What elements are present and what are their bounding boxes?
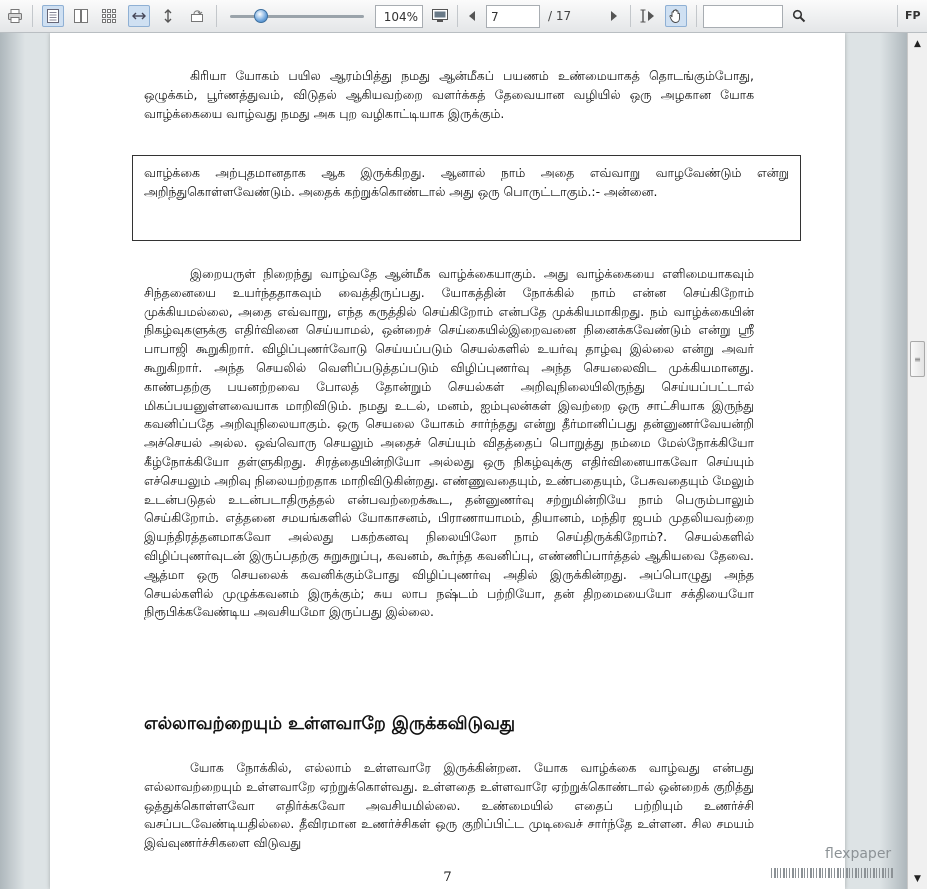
fit-width-icon[interactable] xyxy=(128,5,150,27)
paragraph-1: கிரியா யோகம் பயில ஆரம்பித்து நமது ஆன்மீகப் பயணம் உண்மையாகத் தொடங்கும்போது, ஒழுக்கம், பூர்ணத்துவம், விடுதல் ஆகியவற்றை வளர்க்கத் தேவையான வழியில் ஒரு அழகான யோக வாழ்க்கையை வாழ்வது நமது அக புற வழிகாட்டியாக இருக்கும். xyxy=(144,68,754,121)
quote-box xyxy=(132,155,801,241)
scrollbar-thumb[interactable]: ≡ xyxy=(910,341,925,377)
total-pages-label: / 17 xyxy=(548,9,572,23)
page-number: 7 xyxy=(443,870,452,885)
zoom-value: 104% xyxy=(383,9,418,24)
two-page-view-icon[interactable] xyxy=(70,5,92,27)
toolbar-divider xyxy=(32,5,33,27)
toolbar-divider xyxy=(630,5,631,27)
document-page xyxy=(50,33,845,889)
brand-barcode xyxy=(771,868,894,878)
scroll-down-arrow-icon[interactable]: ▼ xyxy=(914,873,921,884)
document-viewport[interactable] xyxy=(0,33,907,889)
hand-pan-icon[interactable] xyxy=(665,5,687,27)
fullscreen-monitor-icon[interactable] xyxy=(429,5,451,27)
paragraph-3: யோக நோக்கில், எல்லாம் உள்ளவாரே இருக்கின்றன. யோக வாழ்க்கை வாழ்வது என்பது எல்லாவற்றையும் உள்ளவாறே ஏற்றுக்கொள்வது. உள்ளதை உள்ளவாரே ஏற்றுக்கொண்டால் ஒன்றைக் குறித்து ஒத்துக்கொள்ளவோ எதிர்க்கவோ அவசியமில்லை. உண்மையில் எதைப் பற்றியும் உணர்ச்சி வசப்படவேண்டியதில்லை. தீவிரமான உணர்ச்சிகள் ஒரு குறிப்பிட்ட முடிவைச் சார்ந்தே உள்ளன. சில சமயம் இவ்வுணர்ச்சிகளை விடுவது xyxy=(144,760,754,851)
toolbar-divider xyxy=(696,5,697,27)
fit-height-icon[interactable] xyxy=(157,5,179,27)
printer-icon[interactable] xyxy=(4,5,26,27)
quote-text: வாழ்க்கை அற்புதமானதாக ஆக இருக்கிறது. ஆனால் நாம் அதை எவ்வாறு வாழவேண்டும் என்று அறிந்துகொள்ளவேண்டும். அதைக் கற்றுக்கொண்டால் அது ஒரு பொருட்டாகும்.:- அன்னை. xyxy=(144,165,789,199)
vertical-scrollbar[interactable] xyxy=(907,33,927,889)
toolbar-divider xyxy=(216,5,217,27)
thumbnail-view-icon[interactable] xyxy=(98,5,120,27)
search-icon[interactable] xyxy=(788,5,810,27)
scroll-up-arrow-icon[interactable]: ▲ xyxy=(914,38,921,49)
current-page-value: 7 xyxy=(491,9,499,24)
paragraph-2: இறையருள் நிறைந்து வாழ்வதே ஆன்மீக வாழ்க்கையாகும். அது வாழ்க்கையை எளிமையாகவும் சிந்தனையை உயர்ந்ததாகவும் வைத்திருப்பது. யோகத்தின் நோக்கில் நாம் என்ன செய்கிறோம் முக்கியமல்லை, அதை எவ்வாறு, எந்த கருத்தில் செய்கிறோம் என்பதே முக்கியமாகிறது. நம் வாழ்க்கையின் நிகழ்வுகளுக்கு எதிர்வினை செய்யாமல், ஒன்றைச் செய்கையில்இறைவனை நினைக்கவேண்டும் என்று ஸ்ரீ பாபாஜி கூறுகிறார். விழிப்புணர்வோடு செய்யப்படும் செயல்களில் உயர்வு தாழ்வு இல்லை என்று அவர் கூறுகிறார். அந்த செயலில் வெளிப்படுத்தப்படும் விழிப்புணர்வு அந்த செயலைவிட முக்கியமானது. காண்பதற்கு பயனற்றவை போலத் தோன்றும் செயல்கள் அறிவுநிலையிலிருந்து செய்யப்பட்டால் மிகப்பயனுள்ளவையாக மாறிவிடும். நமது உடல், மனம், ஐம்புலன்கள் இவற்றை ஒரு சாட்சியாக இருந்து கவனிப்பதே அறிவுநிலையாகும். ஒரு செயலை யோகம் சார்ந்தது என்று தீர்மானிப்பது தன்னுணர்வேயன்றி அச்செயல் அல்ல. ஒவ்வொரு செயலும் அதைச் செய்யும் விதத்தைப் பொறுத்து நம்மை மேல்நோக்கியோ கீழ்நோக்கியோ தள்ளுகிறது. சிரத்தையின்றியோ அல்லது ஒரு நிகழ்வுக்கு எதிர்வினையாகவோ செய்யும் எச்செயலும் அறிவு நிலையற்றதாக மாறிவிடுகின்றது. எண்ணுவதையும், உண்பதையும், பேசுவதையும் மேலும் உடன்படுதல் உடன்படாதிருத்தல் என்பவற்றைக்கூட, தன்னுணர்வு சற்றுமின்றியே நாம் பெரும்பாலும் செய்கிறோம். எத்தனை சமயங்களில் யோகாசனம், பிராணாயாமம், தியானம், மந்திர ஜபம் முதலியவற்றை இயந்திரத்தனமாகவோ அல்லது பகற்கனவு நிலையிலோ நாம் செய்திருக்கிறோம்?. செயல்களில் விழிப்புணர்வுடன் இருப்பதற்கு சுறுசுறுப்பு, கவனம், கூர்ந்த கவனிப்பு, எண்ணிப்பார்த்தல் ஆகியவை தேவை. ஆத்மா ஒரு செயலைக் கவனிக்கும்போது விழிப்புணர்வு அதில் இருக்கின்றது. அப்பொழுது அந்த செயல்களில் முழுக்கவனம் இருக்கும்; சுய லாப நஷ்டம் பற்றியோ, தன் திறமையையோ சக்தியையோ நிரூபிக்கவேண்டிய அவசியமோ இருப்பது இல்லை. xyxy=(144,266,754,620)
toolbar-divider xyxy=(457,5,458,27)
zoom-slider-track[interactable] xyxy=(230,15,364,18)
single-page-view-icon[interactable] xyxy=(42,5,64,27)
zoom-slider-handle[interactable] xyxy=(254,9,268,23)
toolbar-divider xyxy=(897,5,898,27)
flexpaper-brand: flexpaper xyxy=(825,846,892,862)
rotate-page-icon[interactable] xyxy=(186,5,208,27)
current-page-input[interactable] xyxy=(486,5,540,28)
previous-page-icon[interactable] xyxy=(461,5,483,27)
flexpaper-logo-label[interactable]: FP xyxy=(905,9,921,22)
section-heading: எல்லாவற்றையும் உள்ளவாறே இருக்கவிடுவது xyxy=(144,714,516,734)
viewer-toolbar xyxy=(0,0,927,33)
next-page-icon[interactable] xyxy=(603,5,625,27)
search-input[interactable] xyxy=(703,5,783,28)
text-select-icon[interactable] xyxy=(636,5,658,27)
zoom-percentage-field[interactable] xyxy=(375,5,423,28)
